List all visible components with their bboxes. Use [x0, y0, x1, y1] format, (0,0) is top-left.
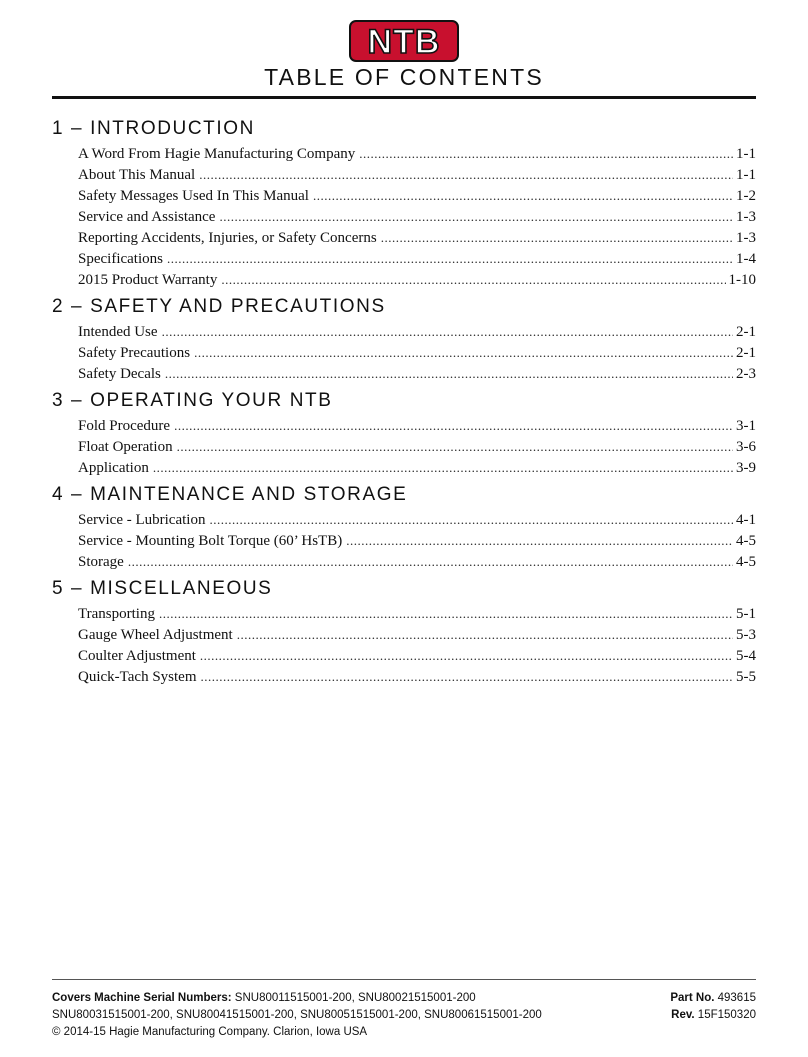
toc-entry[interactable]	[78, 645, 756, 666]
toc-entry-page: 1-3	[736, 209, 756, 225]
dot-leader	[159, 603, 733, 624]
serial-numbers-line-1	[52, 990, 476, 1007]
rev-value: 15F150320	[697, 1009, 756, 1021]
toc-entry-title: Storage	[78, 554, 124, 570]
toc-entry[interactable]	[78, 624, 756, 645]
toc-entry-title: Transporting	[78, 606, 155, 622]
dot-leader	[162, 321, 733, 342]
toc-entry-title: Service - Lubrication	[78, 512, 206, 528]
dot-leader	[359, 143, 733, 164]
section-entries	[52, 321, 756, 384]
toc-entry-page: 1-1	[736, 146, 756, 162]
toc-section	[52, 481, 756, 572]
toc-entry-title: Safety Precautions	[78, 345, 191, 361]
toc-entry[interactable]	[78, 164, 756, 185]
toc-entry-page: 5-3	[736, 627, 756, 643]
dot-leader	[346, 530, 733, 551]
dot-leader	[165, 363, 733, 384]
rev-label: Rev.	[671, 1009, 695, 1021]
dot-leader	[313, 185, 733, 206]
toc-section	[52, 575, 756, 687]
page-title: TABLE OF CONTENTS	[264, 64, 544, 90]
toc-entry-page: 3-9	[736, 460, 756, 476]
title-divider	[52, 96, 756, 99]
toc-entry-title: Fold Procedure	[78, 418, 171, 434]
toc-section	[52, 115, 756, 290]
toc-entry-title: Safety Messages Used In This Manual	[78, 188, 309, 204]
toc-entry-page: 2-1	[736, 345, 756, 361]
dot-leader	[194, 342, 733, 363]
toc-entry[interactable]	[78, 269, 756, 290]
part-number	[670, 990, 756, 1007]
toc-entry[interactable]	[78, 509, 756, 530]
dot-leader	[199, 164, 733, 185]
toc-entry[interactable]	[78, 185, 756, 206]
toc-entry-title: Coulter Adjustment	[78, 648, 196, 664]
part-value: 493615	[717, 992, 756, 1004]
toc-entry-page: 4-1	[736, 512, 756, 528]
section-heading: 4 – MAINTENANCE AND STORAGE	[52, 484, 408, 505]
toc-entry-page: 3-6	[736, 439, 756, 455]
toc-entry-title: Intended Use	[78, 324, 158, 340]
toc-entry-page: 5-4	[736, 648, 756, 664]
toc-entry[interactable]	[78, 248, 756, 269]
toc-entry-page: 5-5	[736, 669, 756, 685]
section-entries	[52, 603, 756, 687]
section-entries	[52, 509, 756, 572]
toc-entry[interactable]	[78, 321, 756, 342]
svg-text:NTB: NTB	[367, 23, 441, 61]
dot-leader	[200, 645, 733, 666]
toc-entry[interactable]	[78, 206, 756, 227]
section-heading: 5 – MISCELLANEOUS	[52, 578, 273, 599]
section-entries	[52, 143, 756, 290]
dot-leader	[128, 551, 733, 572]
toc-entry-page: 1-3	[736, 230, 756, 246]
section-heading: 3 – OPERATING YOUR NTB	[52, 390, 333, 411]
toc-entry[interactable]	[78, 551, 756, 572]
toc-entry-page: 2-3	[736, 366, 756, 382]
serial-label: Covers Machine Serial Numbers:	[52, 992, 232, 1004]
dot-leader	[237, 624, 733, 645]
toc-entry[interactable]	[78, 603, 756, 624]
toc-entry[interactable]	[78, 143, 756, 164]
toc-entry-page: 4-5	[736, 533, 756, 549]
dot-leader	[167, 248, 733, 269]
dot-leader	[177, 436, 733, 457]
toc-entry-page: 5-1	[736, 606, 756, 622]
toc-entry-page: 2-1	[736, 324, 756, 340]
serial-line-2: SNU80031515001-200, SNU80041515001-200, SNU80051515001-200, SNU80061515001-200	[52, 1009, 542, 1021]
toc-entry-page: 1-1	[736, 167, 756, 183]
dot-leader	[219, 206, 733, 227]
toc-entry-page: 4-5	[736, 554, 756, 570]
section-heading: 1 – INTRODUCTION	[52, 118, 255, 139]
dot-leader	[221, 269, 725, 290]
toc-entry-page: 1-10	[728, 272, 756, 288]
toc-entry-title: Reporting Accidents, Injuries, or Safety Concerns	[78, 230, 377, 246]
toc-entry[interactable]	[78, 457, 756, 478]
toc-entry[interactable]	[78, 363, 756, 384]
toc-entry[interactable]	[78, 530, 756, 551]
dot-leader	[201, 666, 733, 687]
toc-section	[52, 387, 756, 478]
toc-entry-title: About This Manual	[78, 167, 196, 183]
revision	[671, 1007, 756, 1024]
footer-divider	[52, 979, 756, 980]
toc-entry-page: 3-1	[736, 418, 756, 434]
section-heading: 2 – SAFETY AND PRECAUTIONS	[52, 296, 386, 317]
toc-entry-title: Safety Decals	[78, 366, 161, 382]
toc-entry-title: Quick-Tach System	[78, 669, 197, 685]
serial-line-1: SNU80011515001-200, SNU80021515001-200	[234, 992, 476, 1004]
toc-entry-title: Application	[78, 460, 149, 476]
toc-entry-title: Specifications	[78, 251, 163, 267]
dot-leader	[381, 227, 733, 248]
dot-leader	[174, 415, 733, 436]
section-entries	[52, 415, 756, 478]
toc-entry[interactable]	[78, 415, 756, 436]
toc-entry[interactable]	[78, 666, 756, 687]
toc-entry-page: 1-2	[736, 188, 756, 204]
toc-entry[interactable]	[78, 227, 756, 248]
footer	[52, 990, 756, 1041]
dot-leader	[209, 509, 733, 530]
toc-entry[interactable]	[78, 436, 756, 457]
ntb-logo-graphic	[348, 18, 460, 64]
toc-entry-title: Service - Mounting Bolt Torque (60’ HsTB)	[78, 533, 343, 549]
table-of-contents	[52, 112, 756, 687]
toc-entry-title: A Word From Hagie Manufacturing Company	[78, 146, 356, 162]
toc-entry-title: Float Operation	[78, 439, 173, 455]
toc-entry-title: 2015 Product Warranty	[78, 272, 218, 288]
toc-entry-page: 1-4	[736, 251, 756, 267]
toc-entry[interactable]	[78, 342, 756, 363]
toc-entry-title: Service and Assistance	[78, 209, 216, 225]
toc-entry-title: Gauge Wheel Adjustment	[78, 627, 233, 643]
part-label: Part No.	[670, 992, 715, 1004]
toc-section	[52, 293, 756, 384]
dot-leader	[153, 457, 733, 478]
ntb-logo	[348, 18, 460, 64]
copyright: © 2014-15 Hagie Manufacturing Company. Clarion, Iowa USA	[52, 1026, 368, 1038]
